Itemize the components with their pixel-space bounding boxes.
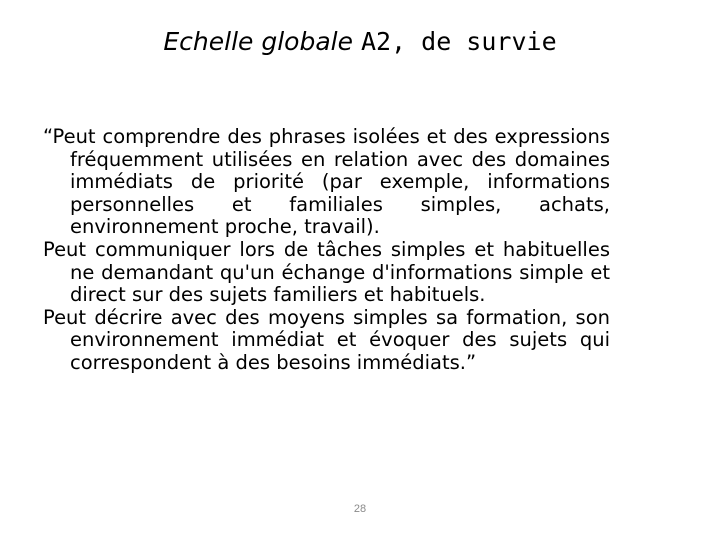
descriptor-text	[43, 126, 610, 375]
slide-title	[0, 22, 720, 62]
paragraph-description: Peut décrire avec des moyens simples sa formation, son environnement immédiat et évoquer des sujets qui correspondent à des besoins immédiats.”	[43, 305, 610, 374]
paragraph-communication: Peut communiquer lors de tâches simples et habituelles ne demandant qu'un échange d'informations simple et direct sur des sujets familiers et habituels.	[43, 237, 610, 307]
title-main: Echelle globale	[163, 27, 353, 56]
page-number: 28	[353, 503, 367, 515]
paragraph-comprehension: “Peut comprendre des phrases isolées et des expressions fréquemment utilisées en relation avec des domaines immédiats de priorité (par exemple, informations personnelles et familiales simples, achats, environnement proche, travail).	[43, 125, 610, 239]
title-level: A2, de survie	[360, 27, 557, 56]
